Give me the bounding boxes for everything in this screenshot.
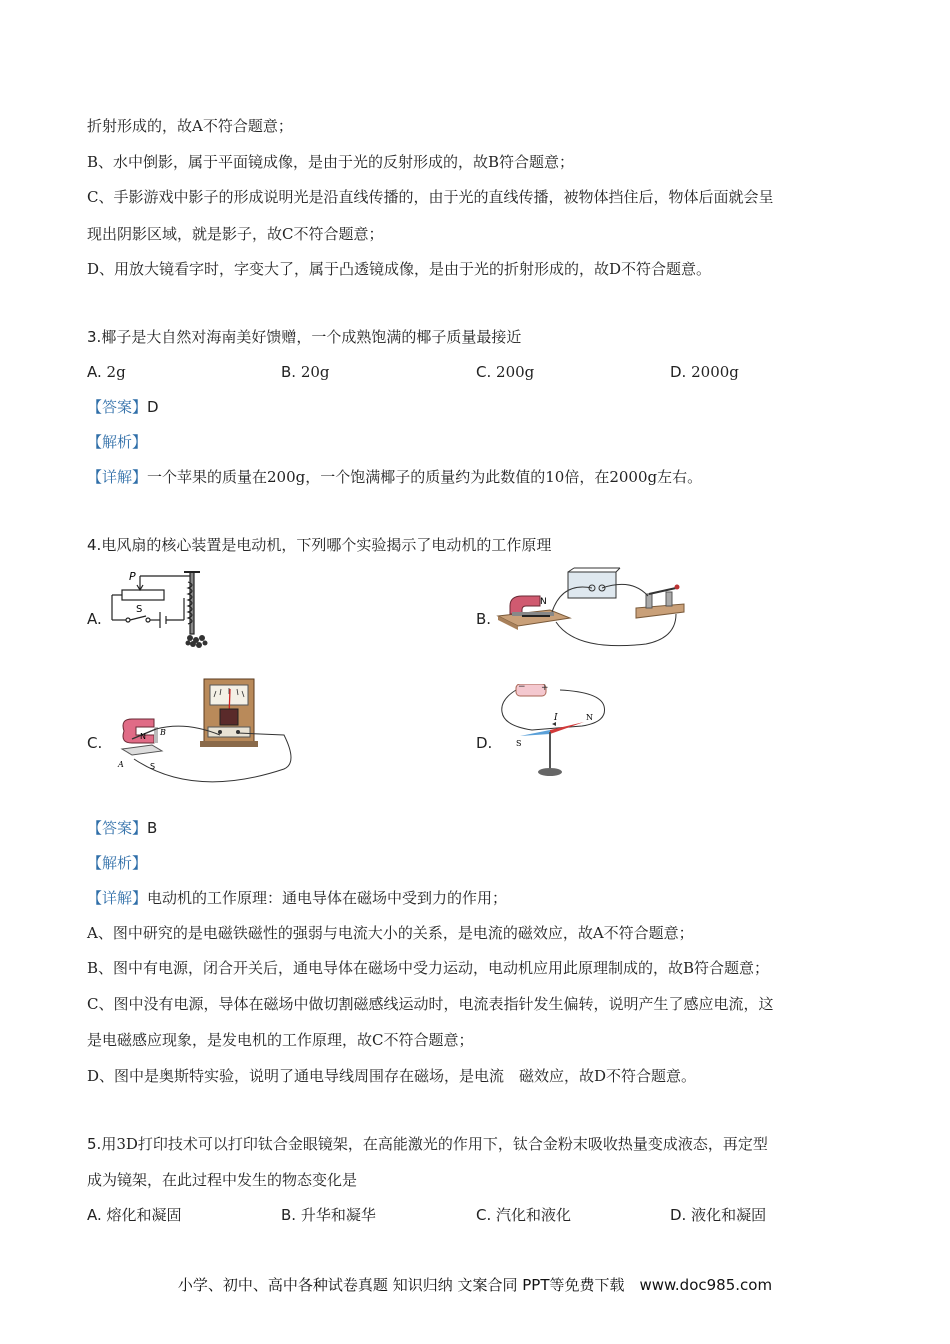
label-i: I (554, 713, 558, 723)
q3-option-b: B. 20g (281, 363, 330, 381)
figure-electromagnet (104, 568, 234, 652)
label-n: N (540, 597, 547, 607)
text-line: 折射形成的，故A不符合题意； (87, 117, 293, 135)
text-line: C、图中没有电源，导体在磁场中做切割磁感线运动时，电流表指针发生偏转，说明产生了感应电流，这 (87, 995, 774, 1013)
text-line: D、用放大镜看字时，字变大了，属于凸透镜成像，是由于光的折射形成的，故D不符合题意。 (87, 260, 712, 278)
q5-option-b: B. 升华和凝华 (281, 1206, 376, 1224)
q4-option-d: D. (476, 734, 493, 752)
q4-option-b: B. (476, 610, 492, 628)
label-s: S (150, 762, 156, 771)
question-4-stem: 4.电风扇的核心装置是电动机，下列哪个实验揭示了电动机的工作原理 (87, 536, 552, 554)
q3-option-a: A. 2g (87, 363, 126, 381)
q3-option-d: D. 2000g (670, 363, 739, 381)
q4-detail: 【详解】电动机的工作原理：通电导体在磁场中受到力的作用； (87, 889, 508, 907)
q3-option-c: C. 200g (476, 363, 535, 381)
q3-analysis-tag: 【解析】 (87, 433, 148, 451)
text-line: A、图中研究的是电磁铁磁性的强弱与电流大小的关系，是电流的磁效应，故A不符合题意； (87, 924, 694, 942)
question-5-stem-cont: 成为镜架，在此过程中发生的物态变化是 (87, 1171, 358, 1189)
svg-text:−: − (518, 684, 526, 692)
question-5-stem: 5.用3D打印技术可以打印钛合金眼镜架，在高能激光的作用下，钛合金粉末吸收热量变成液态，再定型 (87, 1135, 768, 1153)
q5-option-a: A. 熔化和凝固 (87, 1206, 182, 1224)
text-line: 是电磁感应现象，是发电机的工作原理，故C不符合题意； (87, 1031, 474, 1049)
figure-oersted-experiment (496, 684, 608, 784)
text-line: 现出阴影区域，就是影子，故C不符合题意； (87, 225, 384, 243)
q4-option-c: C. (87, 734, 103, 752)
text-line: B、图中有电源，闭合开关后，通电导体在磁场中受力运动，电动机应用此原理制成的，故B符合题意； (87, 959, 770, 977)
label-n: N (586, 713, 593, 722)
text-line: C、手影游戏中影子的形成说明光是沿直线传播的，由于光的直线传播，被物体挡住后，物体后面就会呈 (87, 188, 774, 206)
label-s: S (516, 739, 522, 748)
label-s: S (136, 604, 143, 615)
text-line: D、图中是奥斯特实验，说明了通电导线周围存在磁场，是电流 磁效应，故D不符合题意。 (87, 1067, 697, 1085)
label-p: P (129, 570, 136, 583)
q3-detail: 【详解】一个苹果的质量在200g，一个饱满椰子的质量约为此数值的10倍，在2000g左右。 (87, 468, 703, 486)
q5-option-c: C. 汽化和液化 (476, 1206, 572, 1224)
q4-analysis-tag: 【解析】 (87, 854, 148, 872)
svg-text:+: + (541, 684, 549, 693)
label-n: N (140, 732, 146, 741)
q4-answer: 【答案】B (87, 819, 158, 837)
q4-option-a: A. (87, 610, 102, 628)
footer-banner: 小学、初中、高中各种试卷真题 知识归纳 文案合同 PPT等免费下载 www.doc985.com (177, 1276, 773, 1294)
text-line: B、水中倒影，属于平面镜成像，是由于光的反射形成的，故B符合题意； (87, 153, 575, 171)
question-3-stem: 3.椰子是大自然对海南美好馈赠，一个成熟饱满的椰子质量最接近 (87, 328, 522, 346)
q3-answer: 【答案】D (87, 398, 159, 416)
figure-induction-galvanometer (104, 677, 300, 787)
figure-motor-apparatus (496, 566, 686, 652)
q5-option-d: D. 液化和凝固 (670, 1206, 767, 1224)
label-a: A (118, 760, 124, 769)
label-b: B (160, 728, 166, 737)
